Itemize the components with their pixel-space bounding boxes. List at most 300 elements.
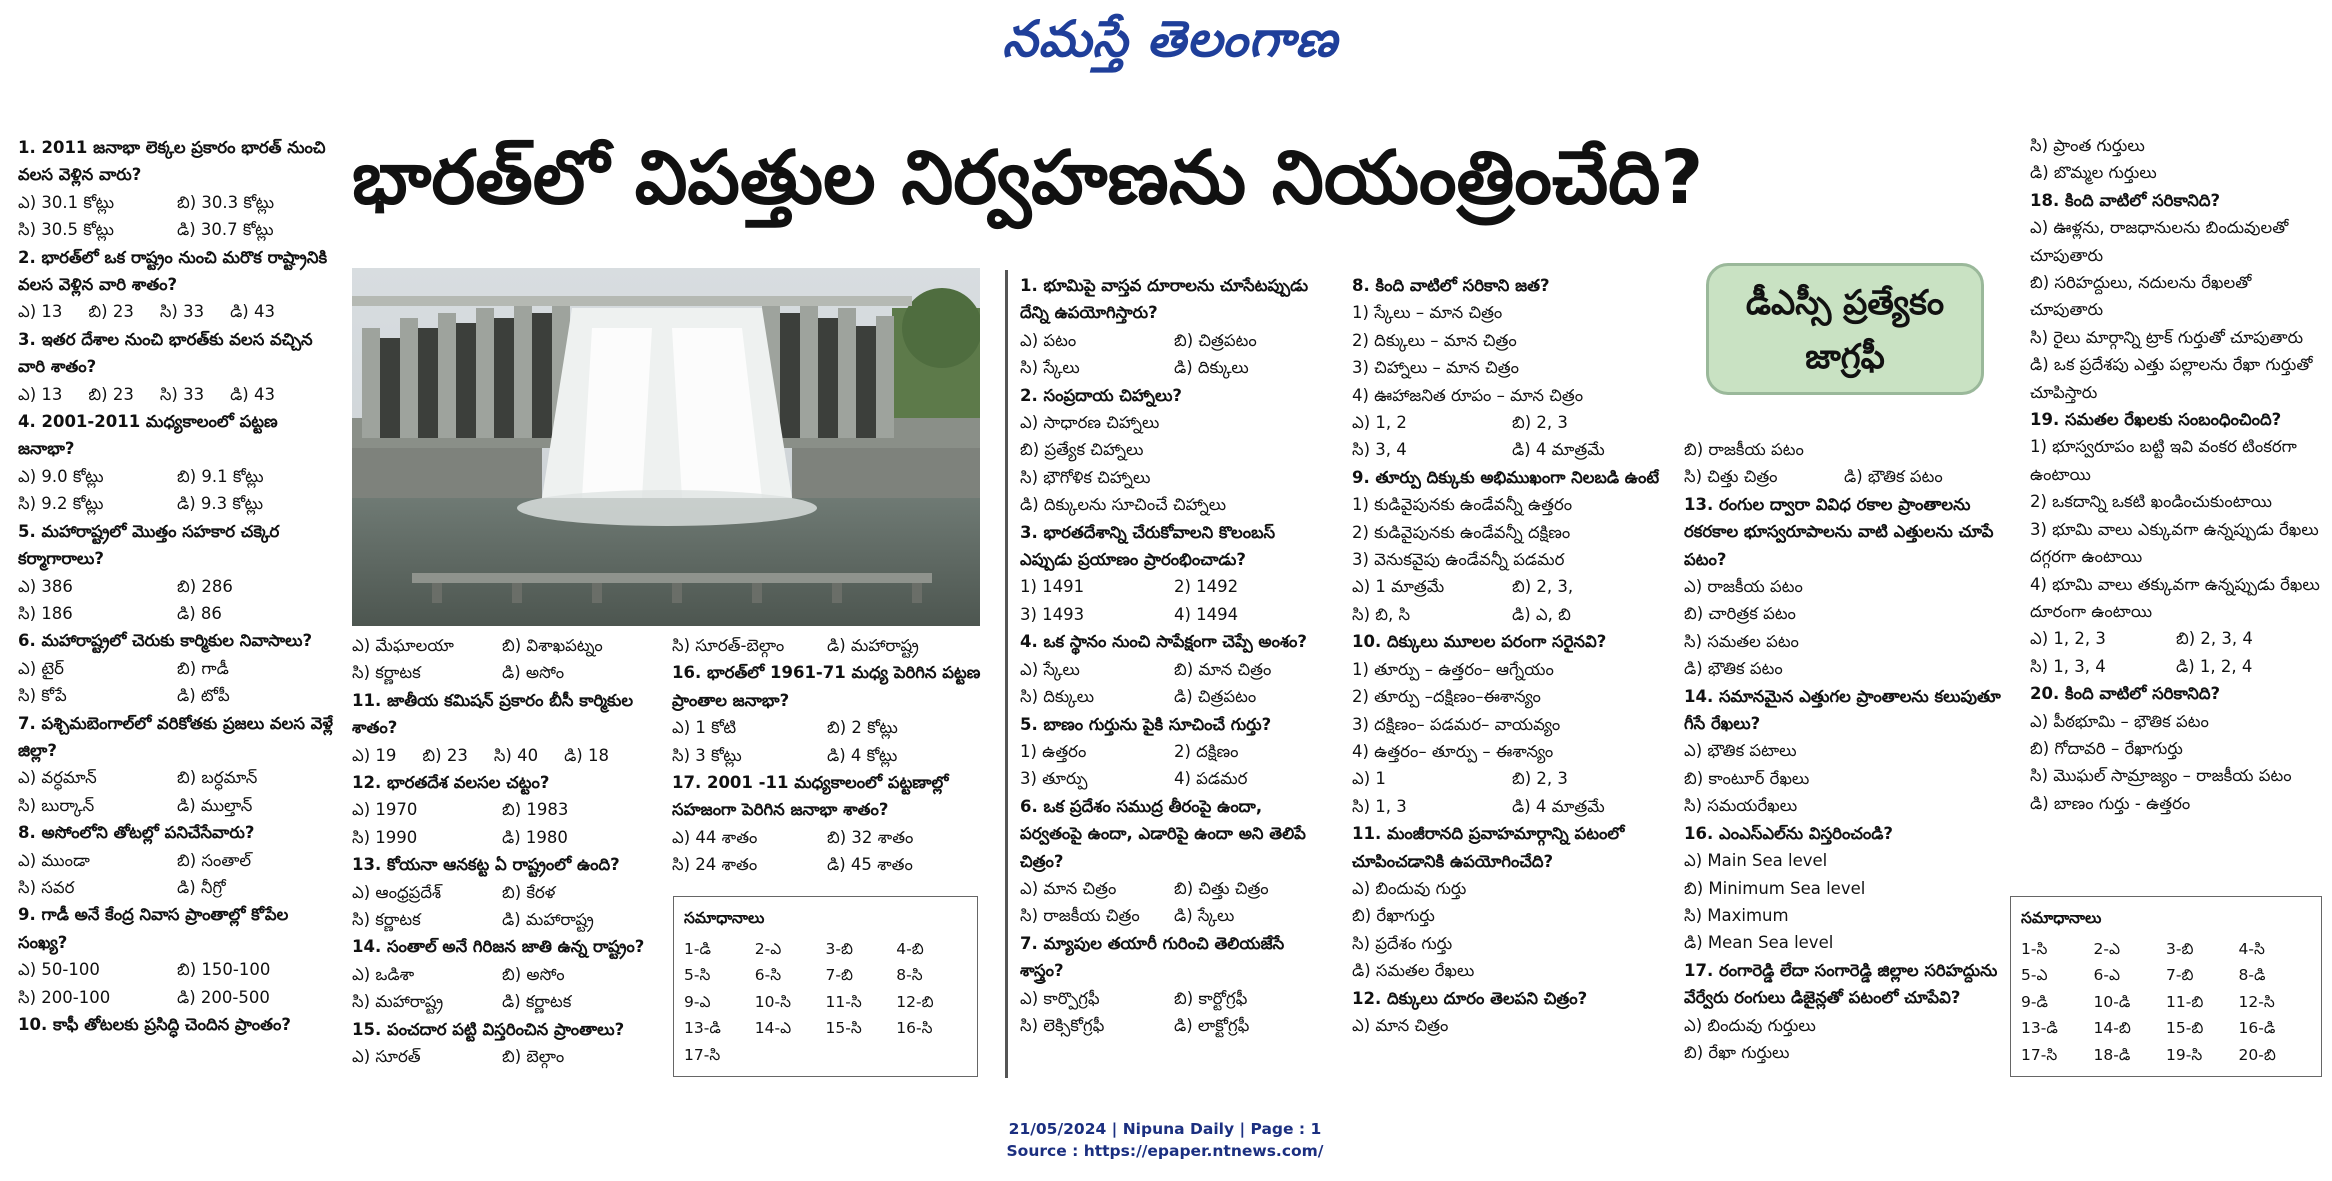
option-text: ఎ) 13 <box>18 384 63 404</box>
option-text: సి) 1, 3, 4 <box>2030 656 2106 676</box>
question-block <box>1684 683 2004 820</box>
option-row <box>18 655 336 682</box>
option-text: బి) 23 <box>88 384 134 404</box>
option-line: 2) తూర్పు –దక్షిణం–ఈశాన్యం <box>1352 687 1541 707</box>
option-line: ఎ) రాజకీయ పటం <box>1684 577 1803 597</box>
option-row <box>352 659 652 686</box>
answer-cell: 10-సి <box>754 992 791 1011</box>
answer-cell: 8-సి <box>896 966 923 984</box>
option-text: బి) కార్టోగ్రఫీ <box>1174 988 1248 1008</box>
option-text: సి) 24 శాతం <box>672 855 758 875</box>
option-line: సి) ప్రాంత గుర్తులు <box>2030 136 2145 155</box>
question-block <box>1020 711 1328 793</box>
answer-cell: 16-సి <box>896 1019 933 1037</box>
question-text: 17. 2001 -11 మధ్యకాలంలో పట్టణాల్లో సహజంగా పెరిగిన జనాభా శాతం? <box>672 773 949 820</box>
option-text: బి) 2, 3 <box>1512 769 1568 789</box>
answers-row <box>684 1015 967 1042</box>
question-text: 8. కింది వాటిలో సరికాని జత? <box>1352 276 1550 295</box>
option-text: 1) ఉత్తరం <box>1020 741 1087 761</box>
option-text: బి) రాజకీయ పటం <box>1684 440 1804 459</box>
option-row <box>18 682 336 709</box>
option-text: బి) చిత్తు చిత్రం <box>1174 878 1269 898</box>
option-line: సి) భౌగోళిక చిహ్నాలు <box>1020 467 1151 487</box>
question-text: 9. గాడీ అనే కేంద్ర నివాస ప్రాంతాల్లో కోపేల సంఖ్య? <box>18 905 289 952</box>
answer-cell: 7-బి <box>825 966 853 984</box>
option-text: డి) 18 <box>564 745 609 765</box>
question-block <box>352 769 652 851</box>
question-block <box>352 933 652 1015</box>
option-row <box>1020 354 1328 381</box>
option-text: డి) 86 <box>177 603 222 623</box>
question-text: 10. కాఫీ తోటలకు ప్రసిద్ధి చెందిన ప్రాంతం? <box>18 1015 291 1034</box>
question-text: 4. 2001-2011 మధ్యకాలంలో పట్టణ జనాభా? <box>18 412 278 459</box>
question-text: 16. భారత్‌లో 1961-71 మధ్య పెరిగిన పట్టణ ప్రాంతాల జనాభా? <box>672 663 981 710</box>
question-block <box>2030 132 2322 187</box>
option-text: డి) ముల్తాన్ <box>177 795 253 815</box>
option-row <box>18 984 336 1011</box>
answer-cell: 11-సి <box>825 992 862 1011</box>
option-row <box>18 792 336 819</box>
option-text: సి) లెక్సికోగ్రఫీ <box>1020 1015 1105 1035</box>
option-text: సి) 3, 4 <box>1352 440 1407 460</box>
answers-box-left <box>673 896 978 1077</box>
option-text: ఎ) 1 కోటి <box>672 718 737 738</box>
option-row <box>18 874 336 901</box>
option-text: బి) చిత్రపటం <box>1174 330 1257 350</box>
option-row <box>1020 327 1328 354</box>
question-block <box>1020 628 1328 710</box>
option-line: 1) భూస్వరూపం బట్టి ఇవి వంకర టింకరగా ఉంటాయి <box>2030 437 2297 484</box>
option-text: 3) తూర్పు <box>1020 769 1088 789</box>
option-text: 2) దక్షిణం <box>1174 741 1239 761</box>
option-row <box>672 742 982 769</box>
option-text: డి) చిత్రపటం <box>1174 687 1257 707</box>
option-line: ఎ) బిందువు గుర్తు <box>1352 878 1467 898</box>
footer-source-line: Source : https://epaper.ntnews.com/ <box>1006 1142 1324 1160</box>
option-text: 2) 1492 <box>1174 577 1239 597</box>
question-block <box>1684 491 2004 683</box>
option-row <box>672 714 982 741</box>
answer-cell: 9-డి <box>2021 992 2048 1011</box>
question-text: 11. జాతీయ కమిషన్ ప్రకారం బీసీ కార్మికుల శాతం? <box>352 690 634 738</box>
option-line: డి) ఒక ప్రదేశపు ఎత్తు పల్లాలను రేఖా గుర్తుతో చూపిస్తారు <box>2030 355 2313 402</box>
option-text: సి) 40 <box>493 745 539 765</box>
option-text: బి) 9.1 కోట్లు <box>177 466 264 486</box>
option-row <box>18 463 336 490</box>
question-text: 13. రంగుల ద్వారా వివిధ రకాల ప్రాంతాలను రకరకాల భూస్వరూపాలను వాటి ఎత్తులను చూపే పటం? <box>1684 494 1994 569</box>
option-text: డి) 4 మాత్రమే <box>1512 796 1605 816</box>
answer-cell: 9-ఎ <box>684 992 711 1011</box>
option-text: ఎ) 9.0 కోట్లు <box>18 466 104 486</box>
question-block <box>18 244 336 326</box>
option-row <box>352 742 652 769</box>
question-text: 18. కింది వాటిలో సరికానిది? <box>2030 190 2221 210</box>
option-line: 2) ఒకదాన్ని ఒకటి ఖండించుకుంటాయి <box>2030 492 2272 512</box>
option-line: 4) భూమి వాలు తక్కువగా ఉన్నప్పుడు రేఖలు దూరంగా ఉంటాయి <box>2030 574 2320 621</box>
question-text: 13. కోయనా ఆనకట్ట ఏ రాష్ట్రంలో ఉంది? <box>352 855 620 875</box>
questions-column-7 <box>2030 132 2322 817</box>
question-block <box>352 851 652 933</box>
masthead-logo: నమస్తే తెలంగాణ <box>1002 9 1338 68</box>
question-block <box>18 326 336 408</box>
option-line: 3) చిహ్నాలు – మాన చిత్రం <box>1352 358 1519 378</box>
option-line: బి) సరిహద్దులు, నదులను రేఖలతో చూపుతారు <box>2030 273 2252 320</box>
question-text: 16. ఎంఎస్ఎల్‌ను విస్తరించండి? <box>1684 823 1894 843</box>
option-text: బి) 150-100 <box>177 960 271 980</box>
question-block <box>1684 436 2004 491</box>
option-text: సి) కర్ణాటక <box>352 663 421 683</box>
question-block <box>1684 820 2004 957</box>
option-row <box>672 824 982 851</box>
question-text: 3. భారతదేశాన్ని చేరుకోవాలని కొలంబస్ ఎప్పుడు ప్రయాణం ప్రారంభించాడు? <box>1020 522 1276 570</box>
option-text: సి) 200-100 <box>18 987 111 1007</box>
option-line: 2) కుడివైపునకు ఉండేవన్నీ దక్షిణం <box>1352 522 1571 542</box>
answer-cell: 1-సి <box>2021 939 2048 958</box>
option-row <box>1352 793 1672 820</box>
option-line: డి) దిక్కులను సూచించే చిహ్నాలు <box>1020 495 1227 515</box>
option-text: బి) 23 <box>88 302 134 322</box>
option-row <box>352 796 652 823</box>
answer-cell: 14-బి <box>2093 1019 2131 1037</box>
answers-row <box>2021 936 2311 963</box>
answer-cell: 10-డి <box>2093 992 2131 1011</box>
option-text: బి) 2 కోట్లు <box>827 718 898 738</box>
answer-cell: 1-డి <box>684 939 711 958</box>
question-text: 2. సంప్రదాయ చిహ్నాలు? <box>1020 385 1182 405</box>
option-text: ఎ) 1 <box>1352 769 1386 789</box>
option-row <box>1352 765 1672 792</box>
option-text: సి) 1990 <box>352 827 418 847</box>
answer-cell: 7-బి <box>2166 966 2194 984</box>
option-text: బి) బర్ధమాన్ <box>177 768 258 788</box>
option-line: ఎ) Main Sea level <box>1684 851 1828 871</box>
question-text: 14. సమానమైన ఎత్తుగల ప్రాంతాలను కలుపుతూ గీసే రేఖలు? <box>1684 686 2001 734</box>
option-text: బి) అసోం <box>502 964 565 984</box>
option-text: డి) కర్ణాటక <box>502 992 572 1012</box>
option-text: సి) 186 <box>18 603 73 623</box>
question-block <box>352 687 652 769</box>
option-text: 1) 1491 <box>1020 577 1085 597</box>
answers-row <box>2021 1015 2311 1042</box>
option-text: సి) బుర్కాన్ <box>18 795 95 815</box>
option-text: ఎ) 13 <box>18 302 63 322</box>
option-text: ఎ) సూరత్ <box>352 1047 421 1067</box>
option-text: సి) స్కేలు <box>1020 358 1080 378</box>
answer-cell: 4-బి <box>896 939 924 958</box>
option-text: డి) భౌతిక పటం <box>1844 467 1943 487</box>
question-text: 17. రంగారెడ్డి లేదా సంగారెడ్డి జిల్లాల సరిహద్దును వేర్వేరు రంగులు డిజైన్లతో పటంలో చూపేవి? <box>1684 960 1998 1008</box>
answer-cell: 15-బి <box>2166 1019 2204 1037</box>
column-separator <box>1005 270 1008 1078</box>
question-block <box>672 632 982 659</box>
option-row <box>1020 985 1328 1012</box>
option-line: ఎ) మాన చిత్రం <box>1352 1015 1449 1035</box>
option-text: డి) 1, 2, 4 <box>2176 656 2253 676</box>
option-text: బి) 2, 3 <box>1512 413 1568 433</box>
answers-title: సమాధానాలు <box>684 909 765 927</box>
question-block <box>352 1016 652 1071</box>
option-line: సి) సమతల పటం <box>1684 631 1799 651</box>
option-text: సి) బి, సి <box>1352 604 1411 624</box>
option-text: ఎ) 1970 <box>352 800 418 820</box>
option-line: 1) స్కేలు – మాన చిత్రం <box>1352 303 1503 323</box>
option-row <box>1020 738 1328 765</box>
answers-row <box>2021 962 2311 989</box>
question-text: 5. బాణం గుర్తును పైకి సూచించే గుర్తు? <box>1020 714 1272 734</box>
footer <box>900 1118 1430 1162</box>
answers-row <box>684 989 967 1016</box>
option-text: ఎ) ఆంధ్రప్రదేశ్ <box>352 882 442 902</box>
option-row <box>18 298 336 325</box>
option-text: ఎ) ముండా <box>18 850 90 870</box>
option-line: ఎ) ఊళ్లను, రాజధానులను బిందువులతో చూపుతారు <box>2030 218 2289 265</box>
option-row <box>352 1043 652 1070</box>
option-row <box>18 956 336 983</box>
option-line: డి) బొమ్మల గుర్తులు <box>2030 163 2157 183</box>
option-text: డి) మహారాష్ట్ర <box>502 910 594 930</box>
question-text: 7. పశ్చిమబెంగాల్‌లో వరికోతకు ప్రజలు వలస వెళ్లే జిల్లా? <box>18 713 334 760</box>
option-text: డి) స్కేలు <box>1174 906 1235 926</box>
option-text: డి) నీగ్రో <box>177 877 226 897</box>
option-line: బి) కాంటూర్ రేఖలు <box>1684 768 1810 788</box>
headline: భారత్‌లో విపత్తుల నిర్వహణను నియంత్రించేది? <box>352 135 1704 221</box>
option-line: సి) మొఘల్ సామ్రాజ్యం – రాజకీయ పటం <box>2030 766 2292 786</box>
option-row <box>1020 902 1328 929</box>
option-text <box>1844 436 2004 463</box>
dam-photo <box>352 268 980 626</box>
footer-date-line: 21/05/2024 | Nipuna Daily | Page : 1 <box>1008 1120 1322 1138</box>
answer-cell: 5-ఎ <box>2021 966 2048 984</box>
option-row <box>1352 573 1672 600</box>
option-text: సి) మహారాష్ట్ర <box>352 992 444 1012</box>
question-text: 20. కింది వాటిలో సరికానిది? <box>2030 684 2221 704</box>
question-text: 6. ఒక ప్రదేశం సముద్ర తీరంపై ఉందా, పర్వతంపై ఉందా, ఎడారిపై ఉందా అని తెలిపే చిత్రం? <box>1020 796 1306 871</box>
option-row <box>672 851 982 878</box>
question-block <box>18 901 336 1011</box>
option-line: సి) సమయరేఖలు <box>1684 796 1798 816</box>
question-text: 11. మంజీరానది ప్రవాహమార్గాన్ని పటంలో చూపించడానికి ఉపయోగించేది? <box>1352 824 1625 871</box>
option-text: ఎ) 50-100 <box>18 960 100 980</box>
option-text: ఎ) వర్ధమాన్ <box>18 768 97 788</box>
question-text: 12. దిక్కులు దూరం తెలపని చిత్రం? <box>1352 988 1588 1008</box>
option-line: 3) భూమి వాలు ఎక్కువగా ఉన్నప్పుడు రేఖలు దగ్గరగా ఉంటాయి <box>2030 519 2319 567</box>
answer-cell: 6-సి <box>754 966 782 984</box>
question-block <box>1352 464 1672 628</box>
option-text: డి) ఎ, బి <box>1512 604 1571 624</box>
option-row <box>1352 409 1672 436</box>
option-line: బి) రేఖా గుర్తులు <box>1684 1042 1790 1062</box>
option-text: ఎ) 30.1 కోట్లు <box>18 192 115 212</box>
option-row <box>1020 875 1328 902</box>
option-row <box>1020 1012 1328 1039</box>
option-text: డి) మహారాష్ట్ర <box>827 636 919 655</box>
question-block <box>18 627 336 709</box>
option-row <box>18 573 336 600</box>
option-row <box>1020 573 1328 600</box>
option-text: ఎ) టైర్ <box>18 658 64 678</box>
question-block <box>18 518 336 628</box>
answer-cell: 11-బి <box>2166 992 2204 1011</box>
option-row <box>18 847 336 874</box>
option-text: డి) 1980 <box>502 827 568 847</box>
option-line: బి) చారిత్రక పటం <box>1684 604 1796 624</box>
option-row <box>352 824 652 851</box>
answer-cell: 8-డి <box>2238 966 2266 984</box>
option-text: డి) లాక్టోగ్రఫీ <box>1174 1015 1250 1035</box>
question-block <box>18 710 336 820</box>
option-text: బి) బెల్గాం <box>502 1047 565 1067</box>
option-text: సి) 9.2 కోట్లు <box>18 494 104 514</box>
option-line: బి) గోదావరి – రేఖాగుర్తు <box>2030 738 2183 758</box>
option-text: సి) సూరత్-బెల్గాం <box>672 636 785 655</box>
option-text: సి) రాజకీయ చిత్రం <box>1020 906 1140 926</box>
answer-cell: 4-సి <box>2238 939 2265 958</box>
option-text: 4) పడమర <box>1174 769 1248 789</box>
option-row <box>1020 601 1328 628</box>
option-row <box>1684 463 2004 490</box>
questions-column-6 <box>1684 436 2004 1066</box>
question-text: 15. పంచదార పట్టి విస్తరించిన ప్రాంతాలు? <box>352 1019 625 1039</box>
option-row <box>1020 683 1328 710</box>
answer-cell: 17-సి <box>2021 1045 2058 1064</box>
option-row <box>18 600 336 627</box>
option-text: డి) 4 మాత్రమే <box>1512 440 1605 460</box>
question-text: 8. అసోంలోని తోటల్లో పనిచేసేవారు? <box>18 823 255 843</box>
answer-cell: 16-డి <box>2238 1019 2276 1037</box>
option-row <box>2030 625 2322 652</box>
question-block <box>2030 406 2322 680</box>
question-block <box>2030 680 2322 817</box>
answer-cell: 12-సి <box>2238 992 2275 1011</box>
question-text: 10. దిక్కులు మూలల పరంగా సరైనవి? <box>1352 632 1607 652</box>
option-text: సి) కోపే <box>18 686 67 706</box>
question-block <box>1020 272 1328 382</box>
option-row <box>1020 765 1328 792</box>
answer-cell: 13-డి <box>684 1019 721 1037</box>
questions-column-3 <box>672 632 982 879</box>
question-text: 19. సమతల రేఖలకు సంబంధించింది? <box>2030 410 2282 430</box>
question-block <box>1020 519 1328 629</box>
option-text: బి) విశాఖపట్నం <box>502 636 603 655</box>
option-text: ఎ) పటం <box>1020 330 1077 350</box>
option-line: 1) కుడివైపునకు ఉండేవన్నీ ఉత్తరం <box>1352 495 1573 515</box>
question-block <box>2030 187 2322 406</box>
option-row <box>352 906 652 933</box>
option-text: డి) 43 <box>230 302 275 322</box>
answer-cell: 18-డి <box>2093 1045 2131 1064</box>
option-text: సి) 33 <box>159 302 205 322</box>
answers-row <box>684 1042 967 1069</box>
question-block <box>352 632 652 687</box>
option-text: డి) 45 శాతం <box>827 855 913 875</box>
option-text: ఎ) స్కేలు <box>1020 659 1080 679</box>
question-block <box>1352 628 1672 820</box>
option-row <box>672 632 982 659</box>
question-text: 1. భూమిపై వాస్తవ దూరాలను చూసేటప్పుడు దేన్ని ఉపయోగిస్తారు? <box>1020 276 1309 323</box>
question-block <box>1020 382 1328 519</box>
option-text: డి) దిక్కులు <box>1174 358 1249 378</box>
option-line: సి) ప్రదేశం గుర్తు <box>1352 933 1453 953</box>
question-text: 9. తూర్పు దిక్కుకు అభిముఖంగా నిలబడి ఉంటే <box>1352 467 1660 487</box>
answer-cell: 17-సి <box>684 1045 721 1064</box>
question-text: 7. మ్యాపుల తయారీ గురించి తెలియజేసే శాస్త్రం? <box>1020 933 1285 981</box>
option-text: సి) చిత్తు చిత్రం <box>1684 467 1778 487</box>
answer-cell: 13-డి <box>2021 1019 2058 1037</box>
option-row <box>1352 601 1672 628</box>
question-block <box>672 659 982 769</box>
answers-row <box>2021 1042 2311 1069</box>
option-text: డి) 200-500 <box>177 987 270 1007</box>
option-text: సి) దిక్కులు <box>1020 687 1095 707</box>
questions-column-2 <box>352 632 652 1071</box>
option-line: డి) సమతల రేఖలు <box>1352 961 1475 981</box>
option-line: బి) Minimum Sea level <box>1684 878 1866 898</box>
badge-line-2: జాగ్రఫీ <box>1805 337 1885 377</box>
option-text: డి) అసోం <box>502 663 565 683</box>
option-line: ఎ) పీఠభూమి – భౌతిక పటం <box>2030 711 2209 731</box>
option-text: బి) 2, 3, 4 <box>2176 629 2253 649</box>
option-line: బి) రేఖాగుర్తు <box>1352 906 1435 926</box>
option-row <box>18 189 336 216</box>
option-line: 3) వెనుకవైపు ఉండేవన్నీ పడమర <box>1352 550 1565 570</box>
option-row <box>352 961 652 988</box>
answer-cell: 5-సి <box>684 966 711 984</box>
dsc-special-badge <box>1706 263 1984 395</box>
option-text: బి) సంతాల్ <box>177 850 252 870</box>
option-text: ఎ) 19 <box>352 745 397 765</box>
question-block <box>1020 930 1328 1040</box>
question-block <box>672 769 982 879</box>
option-text: సి) 3 కోట్లు <box>672 745 742 765</box>
option-text: 4) 1494 <box>1174 604 1239 624</box>
option-row <box>1020 656 1328 683</box>
question-text: 5. మహారాష్ట్రలో మొత్తం సహకార చక్కెర కర్మాగారాలు? <box>18 521 280 569</box>
option-text: 3) 1493 <box>1020 604 1085 624</box>
question-block <box>18 134 336 244</box>
option-row <box>18 381 336 408</box>
option-text: సి) కర్ణాటక <box>352 910 421 930</box>
option-line: బి) ప్రత్యేక చిహ్నాలు <box>1020 440 1144 460</box>
option-line: సి) Maximum <box>1684 905 1789 925</box>
answers-row <box>684 936 967 963</box>
option-text: బి) 23 <box>422 745 468 765</box>
question-block <box>18 1011 336 1038</box>
answer-cell: 2-ఎ <box>2093 939 2120 958</box>
option-line: డి) Mean Sea level <box>1684 933 1834 953</box>
option-row <box>1684 436 2004 463</box>
option-text: బి) కేరళ <box>502 882 556 902</box>
question-block <box>1020 793 1328 930</box>
option-text: సి) సవర <box>18 877 75 897</box>
option-row <box>2030 653 2322 680</box>
answers-title: సమాధానాలు <box>2021 909 2102 927</box>
option-line: ఎ) భౌతిక పటాలు <box>1684 741 1797 761</box>
option-row <box>352 988 652 1015</box>
option-text: ఎ) 1, 2 <box>1352 413 1407 433</box>
questions-column-5 <box>1352 272 1672 1039</box>
question-text: 4. ఒక స్థానం నుంచి సాపేక్షంగా చెప్పే అంశం? <box>1020 632 1307 652</box>
question-text: 2. భారత్‌లో ఒక రాష్ట్రం నుంచి మరొక రాష్ట్రానికి వలస వెళ్లిన వారి శాతం? <box>18 247 328 295</box>
question-block <box>1684 957 2004 1067</box>
option-row <box>18 216 336 243</box>
answer-cell: 2-ఎ <box>754 939 782 958</box>
questions-column-4 <box>1020 272 1328 1039</box>
option-text: ఎ) మేఘాలయా <box>352 636 454 655</box>
badge-line-1: డీఎస్సీ ప్రత్యేకం <box>1745 283 1945 323</box>
question-block <box>1352 985 1672 1040</box>
answers-box-right <box>2010 896 2322 1077</box>
option-text: బి) 286 <box>177 576 233 596</box>
